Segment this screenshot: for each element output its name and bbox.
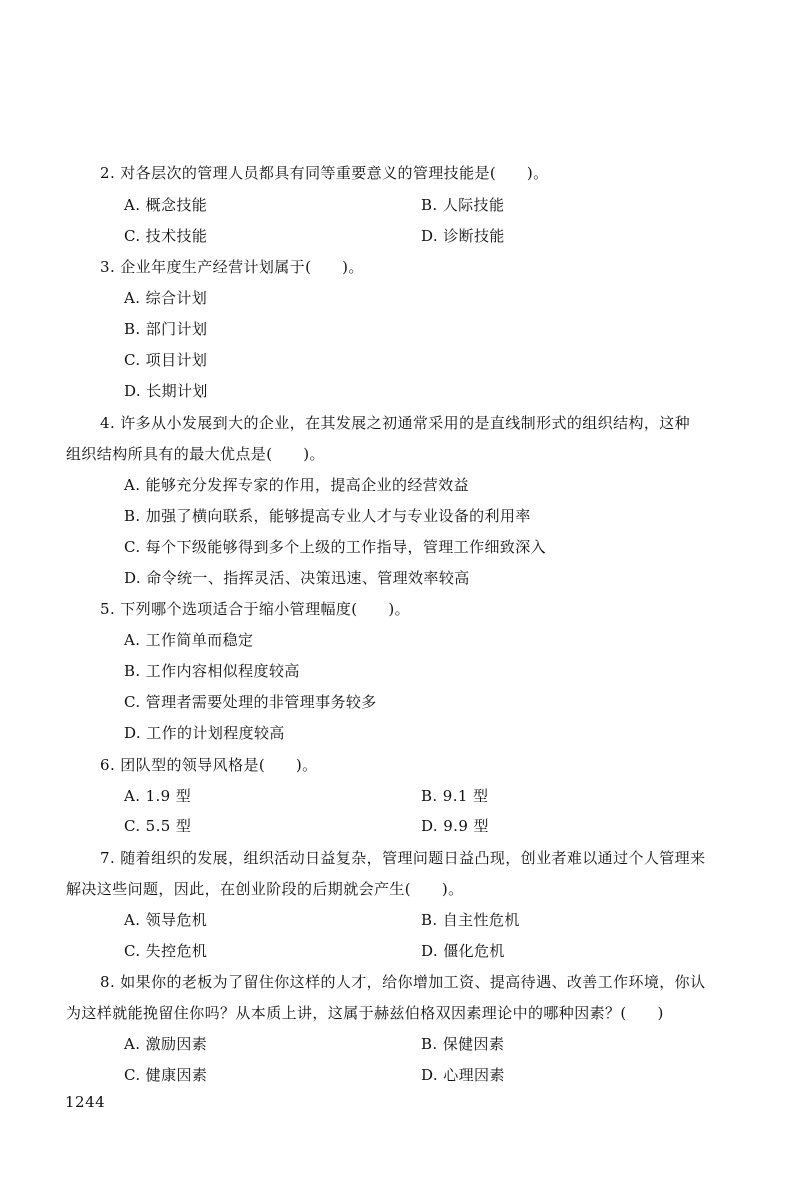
question-5-option-b: B. 工作内容相似程度较高 xyxy=(124,662,300,680)
question-3-option-c: C. 项目计划 xyxy=(124,351,208,369)
question-4-option-a: A. 能够充分发挥专家的作用，提高企业的经营效益 xyxy=(124,476,469,494)
question-6-stem: 6. 团队型的领导风格是( )。 xyxy=(100,756,318,774)
question-8-option-a: A. 激励因素 xyxy=(124,1035,208,1053)
question-5-option-d: D. 工作的计划程度较高 xyxy=(124,724,285,742)
question-6-option-a: A. 1.9 型 xyxy=(124,787,192,805)
question-5-option-c: C. 管理者需要处理的非管理事务较多 xyxy=(124,693,377,711)
question-4-stem-line-1: 4. 许多从小发展到大的企业，在其发展之初通常采用的是直线制形式的组织结构，这种 xyxy=(100,414,691,432)
question-5-stem: 5. 下列哪个选项适合于缩小管理幅度( )。 xyxy=(100,600,410,618)
question-3-option-d: D. 长期计划 xyxy=(124,382,208,400)
question-7-option-d: D. 僵化危机 xyxy=(421,942,505,960)
question-3-option-b: B. 部门计划 xyxy=(124,320,208,338)
question-2-option-d: D. 诊断技能 xyxy=(421,227,505,245)
question-4-stem-line-2: 组织结构所具有的最大优点是( )。 xyxy=(66,445,325,463)
question-2-stem: 2. 对各层次的管理人员都具有同等重要意义的管理技能是( )。 xyxy=(100,164,549,182)
question-3-option-a: A. 综合计划 xyxy=(124,289,208,307)
question-7-option-c: C. 失控危机 xyxy=(124,942,208,960)
question-7-option-a: A. 领导危机 xyxy=(124,911,208,929)
question-7-option-b: B. 自主性危机 xyxy=(421,911,520,929)
question-3-stem: 3. 企业年度生产经营计划属于( )。 xyxy=(100,258,364,276)
question-7-stem-line-2: 解决这些问题，因此，在创业阶段的后期就会产生( )。 xyxy=(66,880,464,898)
question-2-option-b: B. 人际技能 xyxy=(421,196,505,214)
question-6-option-d: D. 9.9 型 xyxy=(421,817,489,835)
question-4-option-c: C. 每个下级能够得到多个上级的工作指导，管理工作细致深入 xyxy=(124,538,547,556)
question-5-option-a: A. 工作简单而稳定 xyxy=(124,631,254,649)
page-number: 1244 xyxy=(65,1093,106,1111)
question-6-option-b: B. 9.1 型 xyxy=(421,787,489,805)
question-4-option-d: D. 命令统一、指挥灵活、决策迅速、管理效率较高 xyxy=(124,569,470,587)
question-8-option-d: D. 心理因素 xyxy=(421,1066,505,1084)
question-2-option-a: A. 概念技能 xyxy=(124,196,208,214)
question-8-option-c: C. 健康因素 xyxy=(124,1066,208,1084)
question-8-stem-line-2: 为这样就能挽留住你吗？从本质上讲，这属于赫兹伯格双因素理论中的哪种因素？( ) xyxy=(66,1004,664,1022)
question-8-option-b: B. 保健因素 xyxy=(421,1035,505,1053)
question-7-stem-line-1: 7. 随着组织的发展，组织活动日益复杂，管理问题日益凸现，创业者难以通过个人管理来 xyxy=(100,849,706,867)
question-2-option-c: C. 技术技能 xyxy=(124,227,208,245)
question-8-stem-line-1: 8. 如果你的老板为了留住你这样的人才，给你增加工资、提高待遇、改善工作环境，你认 xyxy=(100,973,706,991)
question-4-option-b: B. 加强了横向联系，能够提高专业人才与专业设备的利用率 xyxy=(124,507,531,525)
question-6-option-c: C. 5.5 型 xyxy=(124,817,192,835)
